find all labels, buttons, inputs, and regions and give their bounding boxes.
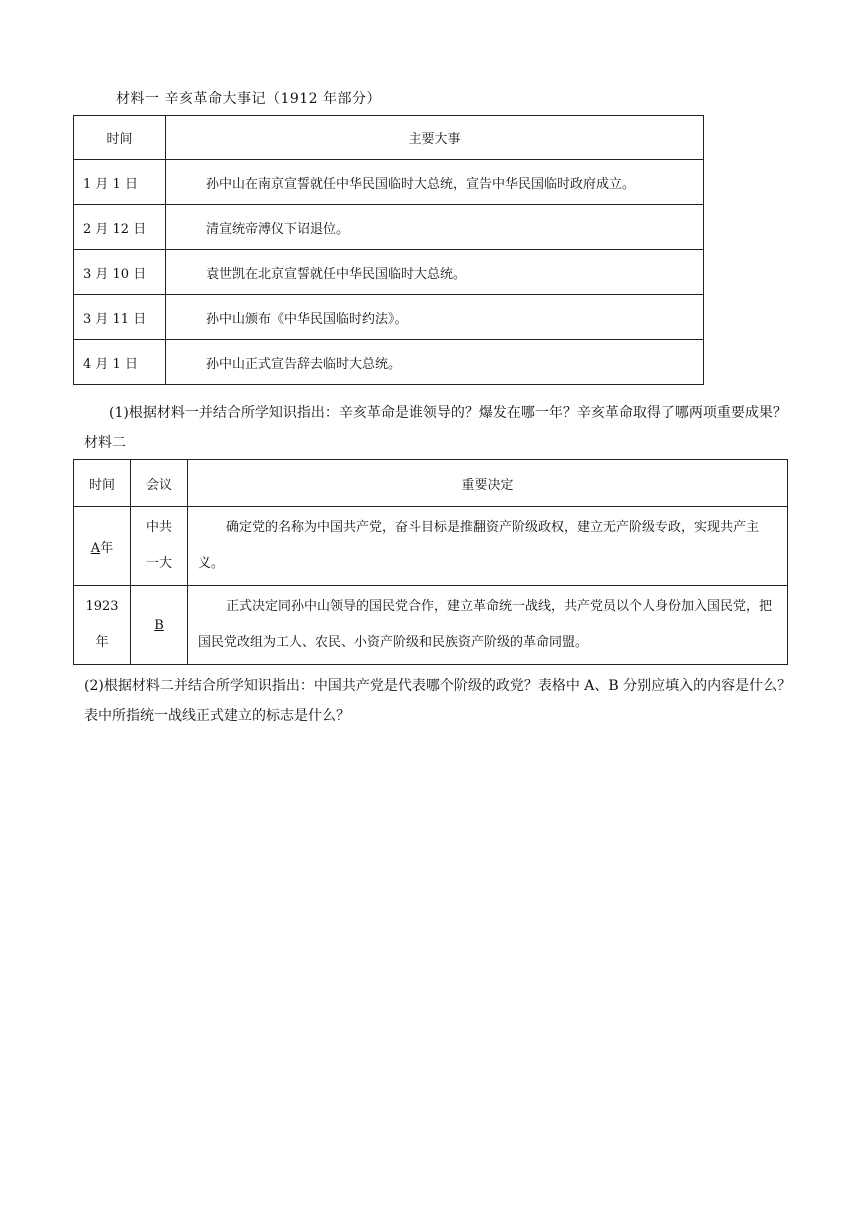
row-decision: 正式决定同孙中山领导的国民党合作，建立革命统一战线，共产党员以个人身份加入国民党，把国民党改组为工人、农民、小资产阶级和民族资产阶级的革命同盟。 xyxy=(188,586,788,665)
row-time: 1 月 1 日 xyxy=(74,160,166,205)
material1-table xyxy=(73,115,704,385)
time-line: 年 xyxy=(95,635,109,650)
year-suffix: 年 xyxy=(100,540,114,556)
row-event: 孙中山在南京宣誓就任中华民国临时大总统，宣告中华民国临时政府成立。 xyxy=(166,160,704,205)
row-decision: 确定党的名称为中国共产党，奋斗目标是推翻资产阶级政权，建立无产阶级专政，实现共产主义。 xyxy=(188,507,788,586)
table-row xyxy=(74,250,704,295)
header-time: 时间 xyxy=(74,460,131,507)
time-line: 1923 xyxy=(85,599,119,614)
row-event: 孙中山颁布《中华民国临时约法》。 xyxy=(166,295,704,340)
table-header-row xyxy=(74,460,788,507)
row-time: 3 月 11 日 xyxy=(74,295,166,340)
blank-b: B xyxy=(154,617,164,633)
material2-table xyxy=(73,459,788,665)
row-meeting xyxy=(131,507,188,586)
header-meeting: 会议 xyxy=(131,460,188,507)
question-1: (1)根据材料一并结合所学知识指出：辛亥革命是谁领导的？爆发在哪一年？辛亥革命取得了哪两项重要成果？材料二 xyxy=(84,405,787,451)
row-event: 孙中山正式宣告辞去临时大总统。 xyxy=(166,340,704,385)
row-event: 袁世凯在北京宣誓就任中华民国临时大总统。 xyxy=(166,250,704,295)
row-meeting xyxy=(131,586,188,665)
header-decision: 重要决定 xyxy=(188,460,788,507)
row-time: 4 月 1 日 xyxy=(74,340,166,385)
table-row xyxy=(74,340,704,385)
meeting-line: 中共 xyxy=(145,520,172,535)
meeting-line: 一大 xyxy=(145,556,172,571)
question-2: (2)根据材料二并结合所学知识指出：中国共产党是代表哪个阶级的政党？表格中 A、B 分别应填入的内容是什么？表中所指统一战线正式建立的标志是什么？ xyxy=(84,678,792,724)
material1-caption: 材料一 辛亥革命大事记（1912 年部分） xyxy=(116,91,382,107)
table-row xyxy=(74,507,788,586)
table-row xyxy=(74,160,704,205)
table-row xyxy=(74,295,704,340)
row-time xyxy=(74,507,131,586)
table-header-row xyxy=(74,116,704,160)
row-event: 清宣统帝溥仪下诏退位。 xyxy=(166,205,704,250)
row-time xyxy=(74,586,131,665)
table-row xyxy=(74,205,704,250)
blank-a: A xyxy=(90,540,101,556)
table-row xyxy=(74,586,788,665)
header-main-events: 主要大事 xyxy=(166,116,704,160)
row-time: 2 月 12 日 xyxy=(74,205,166,250)
header-time: 时间 xyxy=(74,116,166,160)
row-time: 3 月 10 日 xyxy=(74,250,166,295)
